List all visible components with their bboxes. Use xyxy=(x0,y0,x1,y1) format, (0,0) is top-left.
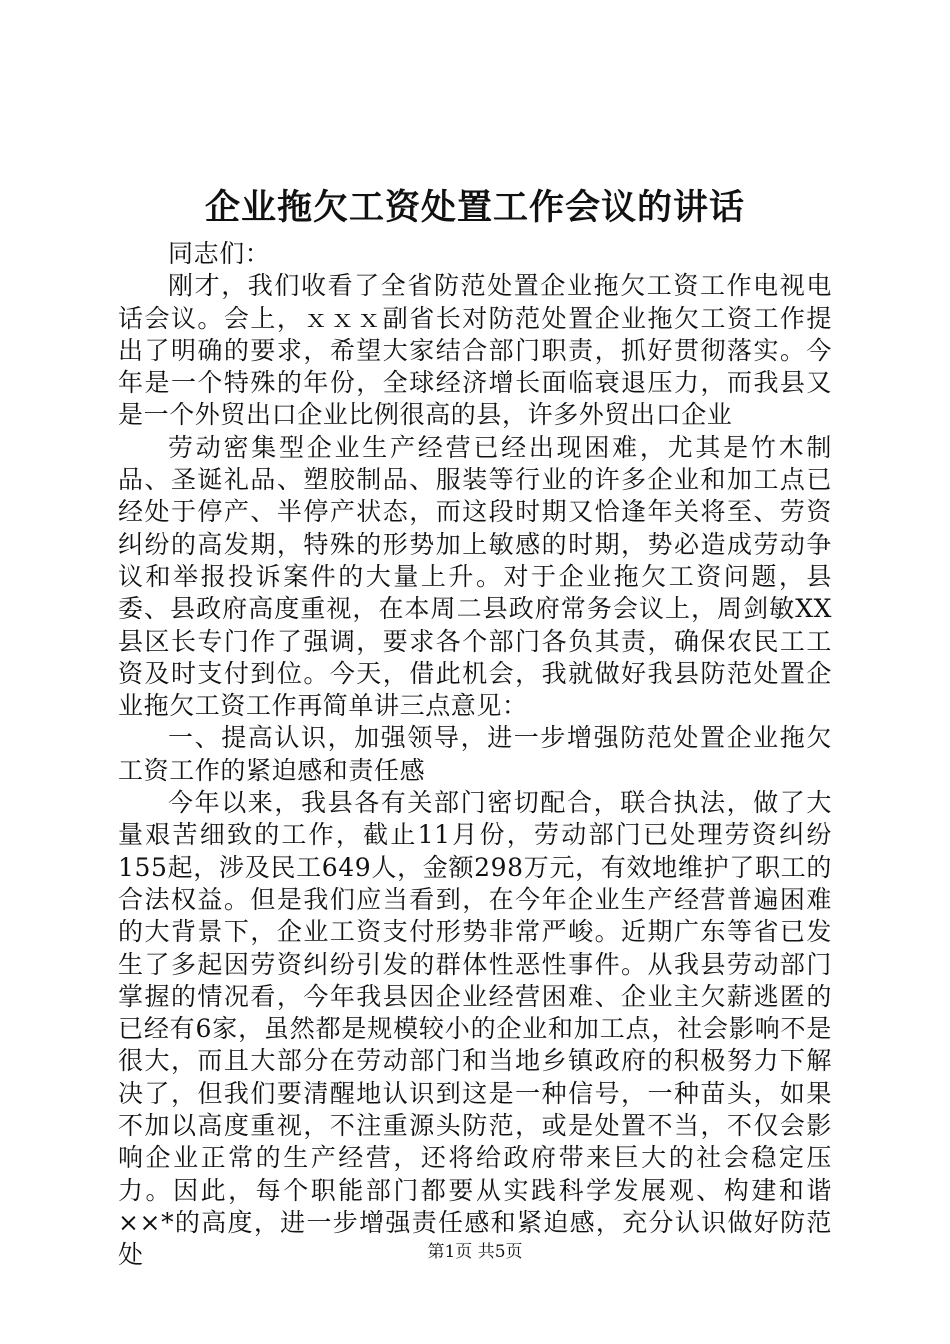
section-heading-1: 一、提高认识，加强领导，进一步增强防范处置企业拖欠工资工作的紧迫感和责任感 xyxy=(118,723,832,785)
body-paragraph-3: 今年以来，我县各有关部门密切配合，联合执法，做了大量艰苦细致的工作，截止11月份，劳动部门已处理劳资纠纷155起，涉及民工649人，金额298万元，有效地维护了职工的合法权益。但是我们应当看到，在今年企业生产经营普遍困难的大背景下，企业工资支付形势非常严峻。近期广东等省已发生了多起因劳资纠纷引发的群体性恶性事件。从我县劳动部门掌握的情况看，今年我县因企业经营困难、企业主欠薪逃匿的已经有6家，虽然都是规模较小的企业和加工点，社会影响不是很大，而且大部分在劳动部门和当地乡镇政府的积极努力下解决了，但我们要清醒地认识到这是一种信号，一种苗头，如果不加以高度重视，不注重源头防范，或是处置不当，不仅会影响企业正常的生产经营，还将给政府带来巨大的社会稳定压力。因此，每个职能部门都要从实践科学发展观、构建和谐××*的高度，进一步增强责任感和紧迫感，充分认识做好防范处 xyxy=(118,788,832,1270)
page-number-footer: 第1页 共5页 xyxy=(427,1242,523,1262)
salutation-paragraph: 同志们： xyxy=(168,239,271,268)
document-title: 企业拖欠工资处置工作会议的讲话 xyxy=(204,187,745,228)
body-paragraph-1: 刚才，我们收看了全省防范处置企业拖欠工资工作电视电话会议。会上，ｘｘｘ副省长对防范处置企业拖欠工资工作提出了明确的要求，希望大家结合部门职责，抓好贯彻落实。今年是一个特殊的年份，全球经济增长面临衰退压力，而我县又是一个外贸出口企业比例很高的县，许多外贸出口企业 xyxy=(118,271,832,430)
document-body xyxy=(118,238,832,1272)
body-paragraph-2: 劳动密集型企业生产经营已经出现困难，尤其是竹木制品、圣诞礼品、塑胶制品、服装等行业的许多企业和加工点已经处于停产、半停产状态，而这段时期又恰逢年关将至、劳资纠纷的高发期，特殊的形势加上敏感的时期，势必造成劳动争议和举报投诉案件的大量上升。对于企业拖欠工资问题，县委、县政府高度重视，在本周二县政府常务会议上，周剑敏XX县区长专门作了强调，要求各个部门各负其责，确保农民工工资及时支付到位。今天，借此机会，我就做好我县防范处置企业拖欠工资工作再简单讲三点意见： xyxy=(118,432,832,721)
